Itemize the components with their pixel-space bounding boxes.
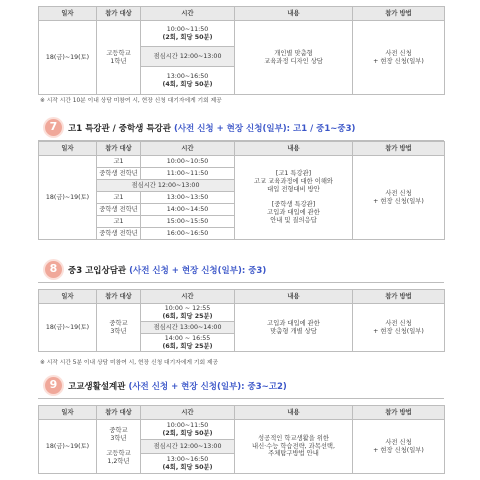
target-cell: 고1: [97, 156, 141, 168]
target-cell: 중학생 전학년: [97, 228, 141, 240]
header-time: 시간: [141, 142, 235, 156]
date-cell: 18(금)~19(토): [39, 156, 97, 240]
header-date: 일자: [39, 7, 97, 21]
method-cell: 사전 신청 + 현장 신청(일부): [353, 304, 445, 352]
lecture-table: [38, 141, 445, 240]
lunch-cell: 점심시간 12:00~13:00: [141, 47, 235, 67]
time-cell: 10:00 ~ 12:55 (6회, 회당 25분): [141, 304, 235, 322]
time-cell: 13:00~16:50 (4회, 회당 50분): [141, 454, 235, 474]
date-cell: 18(금)~19(토): [39, 304, 97, 352]
date-cell: 18(금)~19(토): [39, 21, 97, 95]
content-cell: 성공적인 학교생활을 위한 내신·수능 학습전략, 과목선택, 주체탐구방법 안내: [235, 420, 353, 474]
section-number-badge: 9: [45, 377, 62, 394]
time-cell: 15:00~15:50: [141, 216, 235, 228]
header-date: 일자: [39, 290, 97, 304]
content-cell: 개인별 맞춤형 교육과정 디자인 상담: [235, 21, 353, 95]
section-title: 고교생활설계관 (사전 신청 + 현장 신청(일부): 중3~고2): [68, 382, 287, 392]
header-method: 참가 방법: [353, 406, 445, 420]
counsel-table-top: [38, 6, 445, 95]
time-cell: 10:00~11:50 (2회, 회당 50분): [141, 420, 235, 440]
lunch-cell: 점심시간 12:00~13:00: [97, 180, 235, 192]
target-cell: 고등학교 1학년: [97, 21, 141, 95]
date-cell: 18(금)~19(토): [39, 420, 97, 474]
header-target: 참가 대상: [97, 406, 141, 420]
time-cell: 16:00~16:50: [141, 228, 235, 240]
header-date: 일자: [39, 406, 97, 420]
section-number-badge: 7: [45, 119, 62, 136]
note-admission: ※ 시작 시간 5분 이내 상담 미참여 시, 현장 신청 대기자에게 기회 제공: [40, 360, 219, 366]
target-cell: 중학교 3학년 고등학교 1,2학년: [97, 420, 141, 474]
header-time: 시간: [141, 7, 235, 21]
header-time: 시간: [141, 406, 235, 420]
time-cell: 14:00~14:50: [141, 204, 235, 216]
section-8-header: [38, 258, 444, 283]
target-cell: 중학생 전학년: [97, 204, 141, 216]
lunch-cell: 점심시간 13:00~14:00: [141, 322, 235, 334]
header-content: 내용: [235, 290, 353, 304]
time-cell: 11:00~11:50: [141, 168, 235, 180]
header-target: 참가 대상: [97, 142, 141, 156]
time-cell: 13:00~13:50: [141, 192, 235, 204]
section-title: 고1 특강관 / 중학생 특강관 (사전 신청 + 현장 신청(일부): 고1 / 중1~중3): [68, 124, 356, 134]
method-cell: 사전 신청 + 현장 신청(일부): [353, 156, 445, 240]
time-cell: 10:00~10:50: [141, 156, 235, 168]
time-cell: 14:00 ~ 16:55 (6회, 회당 25분): [141, 334, 235, 352]
admission-table: [38, 289, 445, 352]
header-content: 내용: [235, 7, 353, 21]
header-content: 내용: [235, 142, 353, 156]
target-cell: 고1: [97, 192, 141, 204]
section-title: 중3 고입상담관 (사전 신청 + 현장 신청(일부): 중3): [68, 266, 267, 276]
target-cell: 중학생 전학년: [97, 168, 141, 180]
section-number-badge: 8: [45, 261, 62, 278]
method-cell: 사전 신청 + 현장 신청(일부): [353, 21, 445, 95]
section-9-header: [38, 374, 444, 399]
method-cell: 사전 신청 + 현장 신청(일부): [353, 420, 445, 474]
header-method: 참가 방법: [353, 7, 445, 21]
header-content: 내용: [235, 406, 353, 420]
content-cell: [고1 특강관] 고교 교육과정에 대한 이해와 대입 전형대비 방안 [중학생 특강관] 고입과 대입에 관한 안내 및 질의응답: [235, 156, 353, 240]
time-cell: 13:00~16:50 (4회, 회당 50분): [141, 67, 235, 95]
header-target: 참가 대상: [97, 7, 141, 21]
header-date: 일자: [39, 142, 97, 156]
school-life-table: [38, 405, 445, 474]
header-method: 참가 방법: [353, 290, 445, 304]
note-top: ※ 시작 시간 10분 이내 상담 미참여 시, 현장 신청 대기자에게 기회 제공: [40, 98, 222, 104]
target-cell: 고1: [97, 216, 141, 228]
time-cell: 10:00~11:50 (2회, 회당 50분): [141, 21, 235, 47]
header-target: 참가 대상: [97, 290, 141, 304]
content-cell: 고입과 대입에 관한 맞춤형 개별 상담: [235, 304, 353, 352]
header-time: 시간: [141, 290, 235, 304]
target-cell: 중학교 3학년: [97, 304, 141, 352]
lunch-cell: 점심시간 12:00~13:00: [141, 440, 235, 454]
header-method: 참가 방법: [353, 142, 445, 156]
section-7-header: [38, 116, 444, 141]
